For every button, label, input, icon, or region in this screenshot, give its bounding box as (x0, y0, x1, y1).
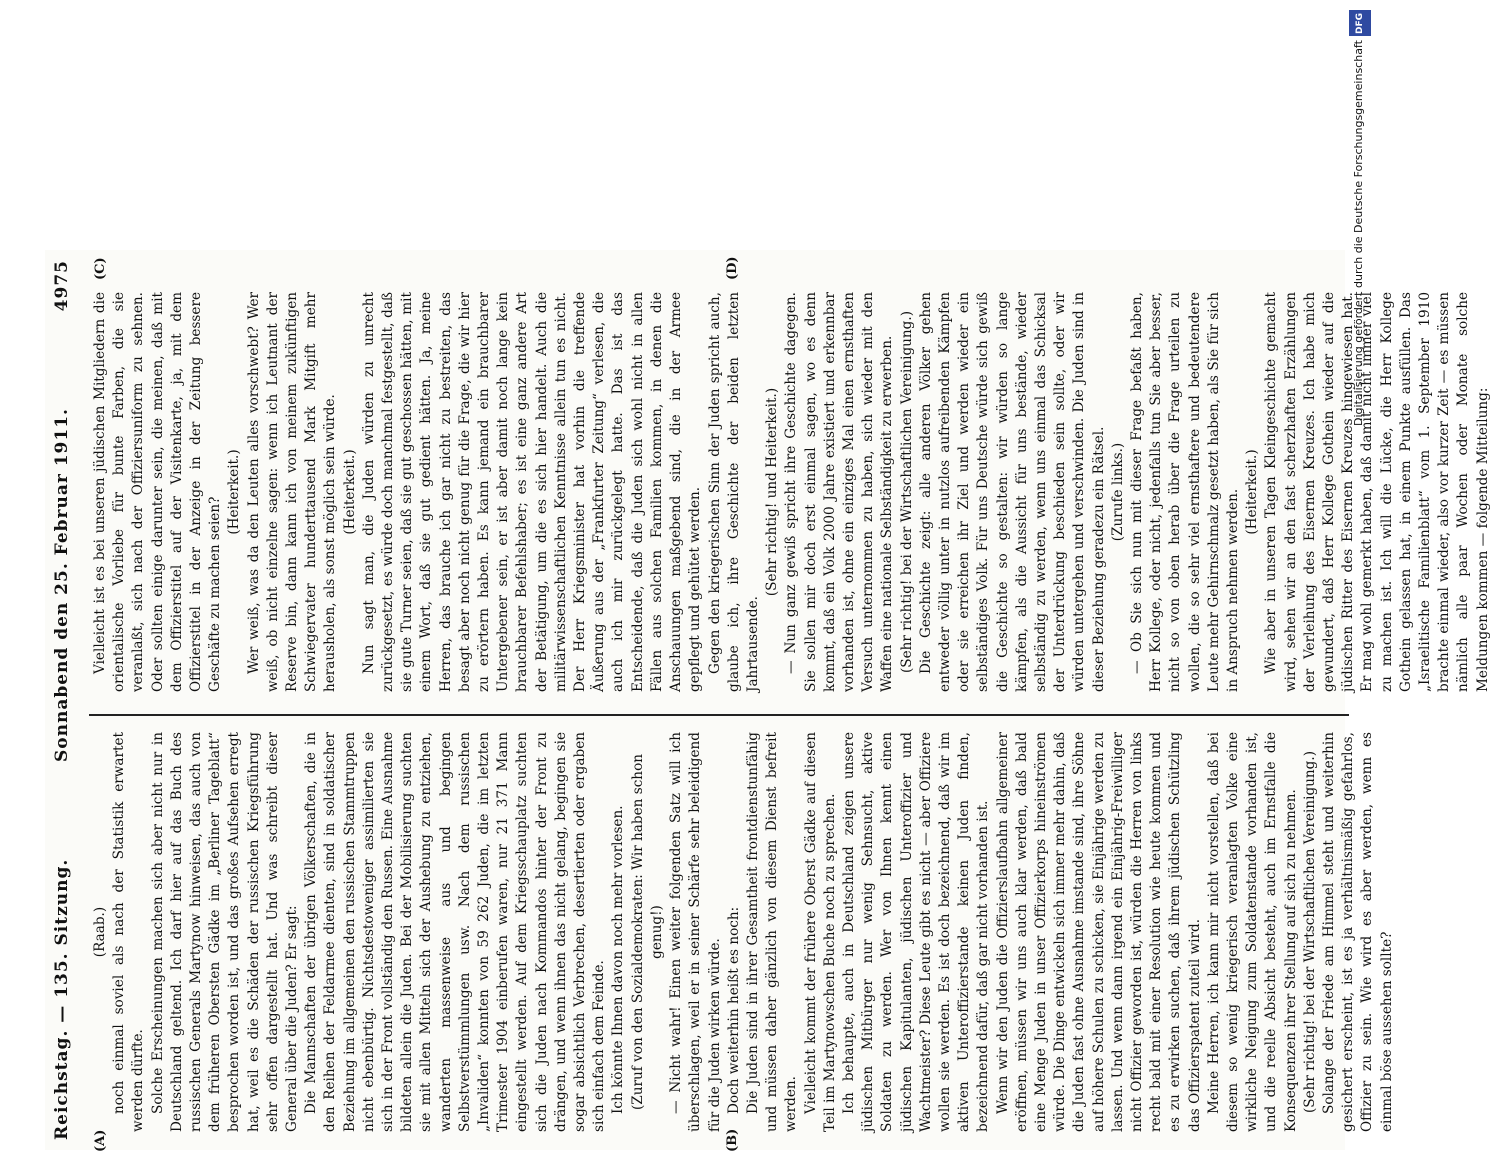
speaker-label: (Raab.) (92, 906, 108, 958)
paragraph: (Sehr richtig! bei der Wirtschaftlichen Vereinigung.) (1301, 750, 1318, 1114)
left-column (91, 732, 1395, 1132)
dfg-logo-text: DFG (1355, 12, 1365, 34)
page-header (45, 260, 79, 1140)
paragraph: — Nicht wahr! Einen weiter folgenden Satz will ich überschlagen, weil er in seiner Schärfe sehr beleidigend für die Juden wirken würde. (668, 732, 723, 1132)
paragraph: Meine Herren, ich kann mir nicht vorstellen, daß bei diesem so wenig kriegerisch veranlagten Volke eine wirkliche Neigung zum Soldatenstande vorhanden ist, und die reelle Absicht besteht, auch im Ernstfalle die Konsequenzen ihrer Stellung auf sich zu nehmen. (1205, 732, 1299, 1132)
paragraph: Ich könnte Ihnen davon noch mehr vorlesen. (610, 805, 627, 1114)
left-column-text (110, 732, 1397, 1132)
right-column (91, 292, 1491, 692)
paragraph: (Zurufe links.) (1109, 442, 1126, 542)
paragraph: Solche Erscheinungen machen sich aber nicht nur in Deutschland geltend. Ich darf hier auf das Buch des russischen Generals Martynow hinweisen, das auch von dem früheren Obersten Gädke im „Berliner Tageblatt“ besprochen worden ist, und das großes Aufsehen erregt hat, weil es die Schäden der russischen Kriegsführung sehr offen dargestellt hat. Und was schreibt dieser General über die Juden? Er sagt: (149, 732, 301, 1132)
paragraph: noch einmal soviel als nach der Statistik erwartet werden dürfte. (111, 732, 147, 1132)
header-date: Sonnabend den 25. Februar 1911. (52, 408, 72, 763)
paragraph: (Zuruf von den Sozialdemokraten: Wir haben schon genug!) (629, 753, 665, 1111)
paragraph: (Heiterkeit.) (226, 449, 243, 535)
margin-marker-b: (B) (725, 1128, 740, 1152)
paragraph: (Heiterkeit.) (341, 449, 358, 535)
paragraph: (Heiterkeit.) (1244, 449, 1261, 535)
paragraph: Ich behaupte, auch in Deutschland zeigen unsere jüdischen Mitbürger nur wenig Sehnsucht, aktive Soldaten zu werden. Wer von Ihnen kennt einen jüdischen Kapitulanten, jüdischen Unteroffizier und Wachtmeister? Diese Leute gibt es nicht — aber Offiziere wollen sie werden. Es ist doch bezeichnend, daß wir im aktiven Unteroffizierstande keinen Juden finden, bezeichnend dafür, daß gar nicht vorhanden ist. (840, 732, 992, 1132)
paragraph: Vielleicht kommt der frühere Oberst Gädke auf diesen Teil im Martynowschen Buche noch zu sprechen. (802, 732, 838, 1132)
header-left: Reichstag. — 135. Sitzung. (52, 858, 72, 1140)
paragraph: Gegen den kriegerischen Sinn der Juden spricht auch, glaube ich, ihre Geschichte der beiden letzten Jahrtausende. (706, 292, 761, 692)
paragraph: Wer weiß, was da den Leuten alles vorschwebt? Wer weiß, ob nicht einzelne sagen: wenn ich Leutnant der Reserve bin, dann kann ich von meinem zukünftigen Schwiegervater hunderttausend Mark Mitgift mehr herausholen, als sonst möglich sein würde. (245, 292, 339, 692)
paragraph: Nun sagt man, die Juden würden zu unrecht zurückgesetzt, es würde doch manchmal festgestellt, daß sie gute Turner seien, daß sie gut geschossen hätten, mit einem Wort, daß sie gut gedient hätten. Ja, meine Herren, das brauche ich gar nicht zu bestreiten, das besagt aber noch nicht genug für die Frage, die wir hier zu erörtern haben. Es kann jemand ein brauchbarer Untergebener sein, er ist aber damit noch lange kein brauchbarer Befehlshaber; es ist eine ganz andere Art der Betätigung, um die es sich hier handelt. Auch die militärwissenschaftlichen Kenntnisse allein tun es nicht. Der Herr Kriegsminister hat vorhin die treffende Äußerung aus der „Frankfurter Zeitung“ verlesen, die auch ich mir zurückgelegt hatte. Das ist das Entscheidende, daß die Juden sich wohl nicht in allen Fällen aus solchen Familien kommen, in denen die Anschauungen maßgebend sind, die in der Armee gepflegt und gehütet werden. (360, 292, 704, 692)
paragraph: Die Mannschaften der übrigen Völkerschaften, die in den Reihen der Feldarmee dienten, sind in soldatischer Beziehung im allgemeinen den russischen Stammtruppen nicht ebenbürtig. Nichtsdestoweniger assimilierten sie sich in der Front vollständig den Russen. Eine Ausnahme bildeten allein die Juden. Bei der Mobilisierung suchten sie mit allen Mitteln sich der Aushebung zu entziehen, wanderten massenweise aus und begingen Selbstverstümmlungen usw. Nach dem russischen „Invaliden“ konnten von 59 262 Juden, die im letzten Trimester 1904 einberufen waren, nur 21 371 Mann eingestellt werden. Auf dem Kriegsschauplatz suchten sich die Juden nach Kommandos hinter der Front zu drängen, und wenn ihnen das nicht gelang, begingen sie sogar absichtlich Verbrechen, desertierten oder ergaben sich einfach dem Feinde. (303, 732, 608, 1132)
paragraph: Wenn wir den Juden die Offizierslaufbahn allgemeiner eröffnen, müssen wir uns auch klar werden, daß bald eine Menge Juden in unser Offizierkorps hineinströmen würde. Die Dinge entwickeln sich immer mehr dahin, daß die Juden fast ohne Ausnahme imstande sind, ihre Söhne auf höhere Schulen zu schicken, sie Einjährige werden zu lassen. Und wenn dann irgend ein Einjährig-Freiwilliger nicht Offizier geworden ist, würden die Herren von links recht bald mit einer Resolution wie heute kommen und es zu erwirken suchen, daß ihrem jüdischen Schützling das Offizierspatent zuteil wird. (994, 732, 1203, 1132)
margin-marker-d: (D) (725, 256, 740, 280)
paragraph: Solange der Friede am Himmel steht und weiterhin gesichert erscheint, ist es ja verhältnismäßig gefahrlos, Offizier zu sein. Wie wird es aber werden, wenn es einmal böse aussehen sollte? (1321, 732, 1395, 1132)
page-number: 4975 (52, 260, 72, 312)
paragraph: (Sehr richtig! und Heiterkeit.) (764, 387, 781, 597)
right-column-text (91, 292, 1493, 692)
paragraph: — Nun ganz gewiß spricht ihre Geschichte dagegen. Sie sollen mir doch erst einmal sagen, wo es denn kommt, daß ein Volk 2000 Jahre existiert und erkennbar vorhanden ist, ohne ein einziges Mal einen ernsthaften Versuch unternommen zu haben, sich wieder mit den Waffen eine nationale Selbständigkeit zu erwerben. (783, 292, 896, 692)
dfg-logo (1349, 10, 1371, 36)
digitization-credit: Digitalisierung gefördert durch die Deutsche Forschungsgemeinschaft (1352, 40, 1365, 426)
paragraph: Vielleicht ist es bei unseren jüdischen Mitgliedern die orientalische Vorliebe für bunte Farben, die sie veranlaßt, sich nach der Offiziersuniform zu sehnen. Oder sollten einige darunter sein, die meinen, daß mit dem Offizierstitel auf der Visitenkarte, ja, mit dem Offizierstitel in der Anzeige in der Zeitung bessere Geschäfte zu machen seien? (92, 292, 224, 692)
paragraph: Wie aber in unseren Tagen Kleingeschichte gemacht wird, sehen wir an den fast scherzhaften Erzählungen der Verleihung des Eisernen Kreuzes. Ich habe mich gewundert, daß Herr Kollege Gothein wieder auf die jüdischen Ritter des Eisernen Kreuzes hingewiesen hat. Er mag wohl gemerkt haben, daß damit nicht immer viel zu machen ist. Ich will die Lücke, die Herr Kollege Gothein gelassen hat, in einem Punkte ausfüllen. Das „Israelitische Familienblatt“ vom 1. September 1910 brachte einmal wieder, also vor kurzer Zeit — es müssen nämlich alle paar Wochen oder Monate solche Meldungen kommen — folgende Mitteilung: (1263, 292, 1491, 692)
paragraph: — Ob Sie sich nun mit dieser Frage befaßt haben, Herr Kollege, oder nicht, jedenfalls tun Sie aber besser, nicht so von oben herab über die Frage urteilen zu wollen, die so sehr viel ernsthaftere und bedeutendere Leute mehr Gehirnschmalz gesetzt haben, als Sie für sich in Anspruch nehmen werden. (1128, 292, 1241, 692)
paragraph: Die Juden sind in ihrer Gesamtheit frontdienstunfähig und müssen daher gänzlich von diesem Dienst befreit werden. (744, 732, 800, 1132)
paragraph: Die Geschichte zeigt: alle anderen Völker gehen entweder völlig unter in nutzlos aufreibenden Kämpfen oder sie erreichen ihr Ziel und werden wieder ein selbständiges Volk. Für uns Deutsche würde sich gewiß die Geschichte so gestalten: wir würden so lange kämpfen, als die Aussicht für uns bestände, wieder selbständig zu werden, wenn uns einmal das Schicksal der Unterdrückung beschieden sein sollte, oder wir würden untergehen und verschwinden. Die Juden sind in dieser Beziehung geradezu ein Rätsel. (917, 292, 1107, 692)
margin-marker-c: (C) (93, 257, 108, 280)
column-divider (89, 714, 1349, 716)
newspaper-page (45, 250, 1491, 1152)
paragraph: Doch weiterhin heißt es noch: (725, 906, 742, 1114)
margin-marker-a: (A) (93, 1129, 108, 1152)
paragraph: (Sehr richtig! bei der Wirtschaftlichen Vereinigung.) (898, 310, 915, 674)
